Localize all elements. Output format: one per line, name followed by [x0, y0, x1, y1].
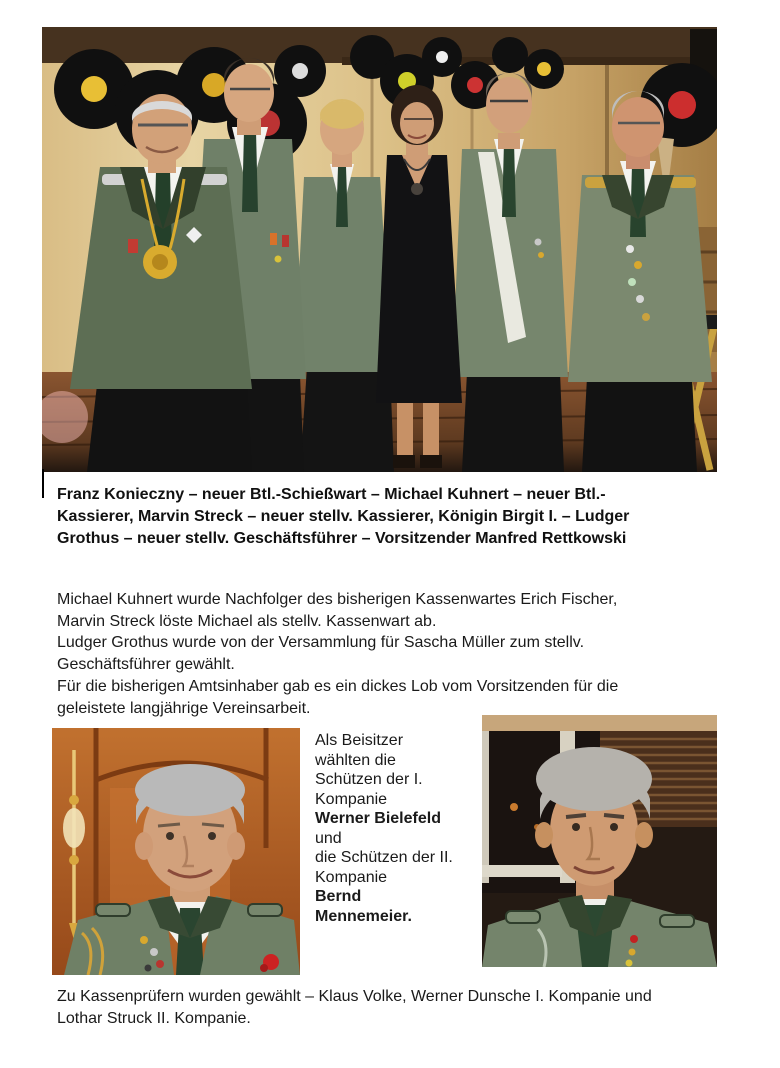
- kassenpruefer-paragraph: [57, 986, 747, 1029]
- column-line-name: Bernd: [315, 888, 362, 905]
- column-line: Kompanie: [315, 790, 388, 808]
- paragraph-line: Marvin Streck löste Michael als stellv. Kassenwart ab.: [57, 612, 437, 630]
- column-line-name: Werner Bielefeld: [315, 810, 441, 827]
- right-portrait-illustration: [482, 715, 717, 967]
- paragraph-line: geleistete langjährige Vereinsarbeit.: [57, 699, 311, 717]
- group-photo: [42, 27, 717, 472]
- photo-caption: [57, 484, 717, 550]
- paragraph-line: Geschäftsführer gewählt.: [57, 656, 235, 674]
- wall-strip: [482, 715, 717, 731]
- left-portrait-illustration: [52, 728, 300, 975]
- column-line: Als Beisitzer: [315, 732, 404, 749]
- beisitzer-text-column: [315, 731, 483, 926]
- column-line: wählten die: [315, 751, 396, 769]
- article-paragraph: [57, 589, 725, 719]
- caption-line: Kassierer, Marvin Streck – neuer stellv. Kassierer, Königin Birgit I. – Ludger: [57, 508, 630, 525]
- column-line: Kompanie: [315, 868, 388, 886]
- paragraph-line: Michael Kuhnert wurde Nachfolger des bisherigen Kassenwartes Erich Fischer,: [57, 591, 618, 608]
- group-photo-illustration: [42, 27, 717, 472]
- column-line: und: [315, 829, 342, 847]
- portrait-photo-right: [482, 715, 717, 967]
- paragraph-line: Ludger Grothus wurde von der Versammlung für Sascha Müller zum stellv.: [57, 634, 585, 652]
- paragraph-line: Zu Kassenprüfern wurden gewählt – Klaus Volke, Werner Dunsche I. Kompanie und: [57, 988, 652, 1005]
- text-cursor-artifact: [42, 469, 44, 498]
- column-line-name: Mennemeier.: [315, 907, 412, 925]
- caption-line: Grothus – neuer stellv. Geschäftsführer – Vorsitzender Manfred Rettkowski: [57, 530, 627, 547]
- column-line: Schützen der I.: [315, 771, 423, 788]
- column-line: die Schützen der II.: [315, 849, 453, 866]
- portrait-photo-left: [52, 728, 300, 975]
- paragraph-line: Für die bisherigen Amtsinhaber gab es ein dickes Lob vom Vorsitzenden für die: [57, 677, 619, 695]
- paragraph-line: Lothar Struck II. Kompanie.: [57, 1009, 251, 1027]
- caption-line: Franz Konieczny – neuer Btl.-Schießwart – Michael Kuhnert – neuer Btl.-: [57, 486, 606, 503]
